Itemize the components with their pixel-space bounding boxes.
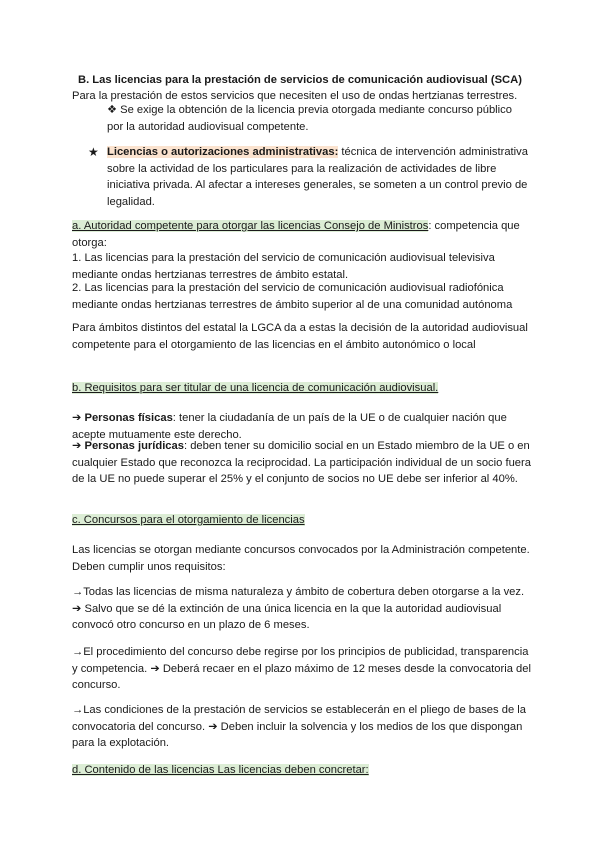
section-c-p4: →Las condiciones de la prestación de servicios se establecerán en el pliego de bases de la convocatoria del concurso. ➔ Deben incluir la solvencia y los medios de los que dispongan para la explotación.: [72, 704, 526, 749]
licencias-term: Licencias o autorizaciones administrativas:: [107, 146, 339, 158]
section-c-p1: Las licencias se otorgan mediante concursos convocados por la Administración competente. Deben cumplir unos requisitos:: [72, 544, 530, 573]
section-a-item-1: 1. Las licencias para la prestación del servicio de comunicación audiovisual televisiva mediante ondas hertzianas terrestres de ámbito estatal.: [72, 252, 495, 281]
section-a: a. Autoridad competente para otorgar las licencias Consejo de Ministros: competencia que otorga:: [72, 220, 520, 249]
personas-juridicas: ➔ Personas jurídicas: deben tener su domicilio social en un Estado miembro de la UE o en cualquier Estado que reconozca la reciprocidad. La participación individual de un socio fuera de la UE no puede superar el 25% y el conjunto de socios no UE debe ser inferior al 40%.: [72, 440, 531, 485]
section-c-heading: c. Concursos para el otorgamiento de licencias: [72, 514, 305, 526]
section-a-item-2: 2. Las licencias para la prestación del servicio de comunicación audiovisual radiofónica mediante ondas hertzianas terrestres de ámbito superior al de una comunidad autónoma: [72, 282, 513, 311]
section-b-heading: b. Requisitos para ser titular de una licencia de comunicación audiovisual.: [72, 382, 439, 394]
section-title: B. Las licencias para la prestación de servicios de comunicación audiovisual (SCA): [78, 74, 522, 86]
diamond-bullet: ❖ Se exige la obtención de la licencia previa otorgada mediante concurso público por la autoridad audiovisual competente.: [107, 104, 512, 133]
intro-paragraph: Para la prestación de estos servicios que necesiten el uso de ondas hertzianas terrestres.: [72, 90, 518, 102]
section-d-heading: d. Contenido de las licencias Las licencias deben concretar:: [72, 764, 369, 776]
star-bullet-paragraph: Licencias o autorizaciones administrativas: técnica de intervención administrativa sobre la actividad de los particulares para la realización de actividades de libre iniciativa privada. Al afectar a intereses generales, se someten a un control previo de legalidad.: [107, 146, 528, 208]
section-a-note: Para ámbitos distintos del estatal la LGCA da a estas la decisión de la autoridad audiovisual competente para el otorgamiento de las licencias en el ámbito autonómico o local: [72, 322, 528, 351]
star-bullet-icon: ★: [88, 145, 99, 159]
personas-fisicas: ➔ Personas físicas: tener la ciudadanía de un país de la UE o de cualquier nación que acepte mutuamente este derecho.: [72, 412, 507, 441]
section-c-p2: →Todas las licencias de misma naturaleza y ámbito de cobertura deben otorgarse a la vez. ➔ Salvo que se dé la extinción de una única licencia en la que la autoridad audiovisual convocó otro concurso en un plazo de 6 meses.: [72, 586, 525, 631]
section-a-heading: a. Autoridad competente para otorgar las licencias Consejo de Ministros: [72, 220, 429, 232]
section-c-p3: →El procedimiento del concurso debe regirse por los principios de publicidad, transparencia y competencia. ➔ Deberá recaer en el plazo máximo de 12 meses desde la convocatoria del concurso.: [72, 646, 531, 691]
